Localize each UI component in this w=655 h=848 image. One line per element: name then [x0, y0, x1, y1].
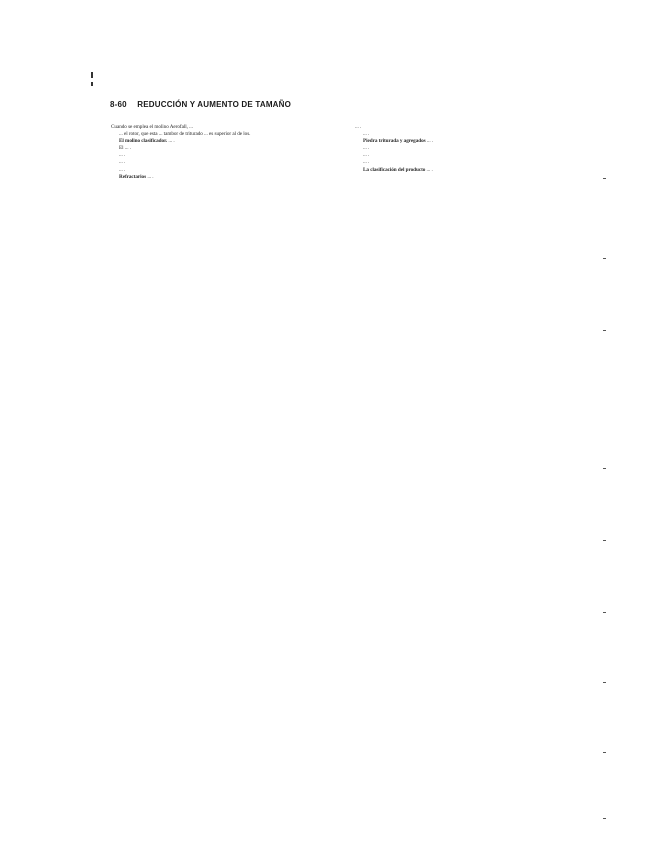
margin-mark	[603, 178, 606, 179]
paragraph: ... .	[119, 159, 126, 166]
left-column	[111, 124, 351, 181]
paragraph: Cuando se emplea el molino Aerofall, ...	[111, 124, 193, 130]
paragraph: ... el rotor, que esta ... tambor de triturado ... es superior al de los.	[119, 131, 251, 138]
margin-mark	[603, 612, 606, 613]
paragraph: ... .	[363, 131, 370, 138]
paragraph: ... .	[355, 124, 362, 130]
chapter-title: REDUCCIÓN Y AUMENTO DE TAMAÑO	[137, 100, 292, 109]
page-mark	[91, 82, 93, 86]
margin-mark	[603, 682, 606, 683]
margin-mark	[603, 468, 606, 469]
paragraph: Piedra triturada y agregados ... .	[363, 138, 434, 145]
paragraph: ... .	[363, 152, 370, 159]
right-column	[355, 124, 598, 174]
page-number: 8-60	[110, 100, 127, 109]
page-header	[110, 100, 291, 109]
paragraph: ... .	[119, 166, 126, 173]
page-mark	[91, 72, 93, 78]
margin-mark	[603, 330, 606, 331]
margin-mark	[603, 540, 606, 541]
paragraph: Refractarios ... .	[119, 173, 154, 180]
margin-mark	[603, 258, 606, 259]
paragraph: ... .	[119, 152, 126, 159]
margin-mark	[603, 752, 606, 753]
paragraph: La clasificación del producto ... .	[363, 166, 433, 173]
margin-mark	[603, 818, 606, 819]
paragraph: ... .	[363, 159, 370, 166]
paragraph: El molino clasificador. ... .	[119, 138, 175, 145]
paragraph: El ... .	[119, 145, 131, 152]
paragraph: ... .	[363, 145, 370, 152]
